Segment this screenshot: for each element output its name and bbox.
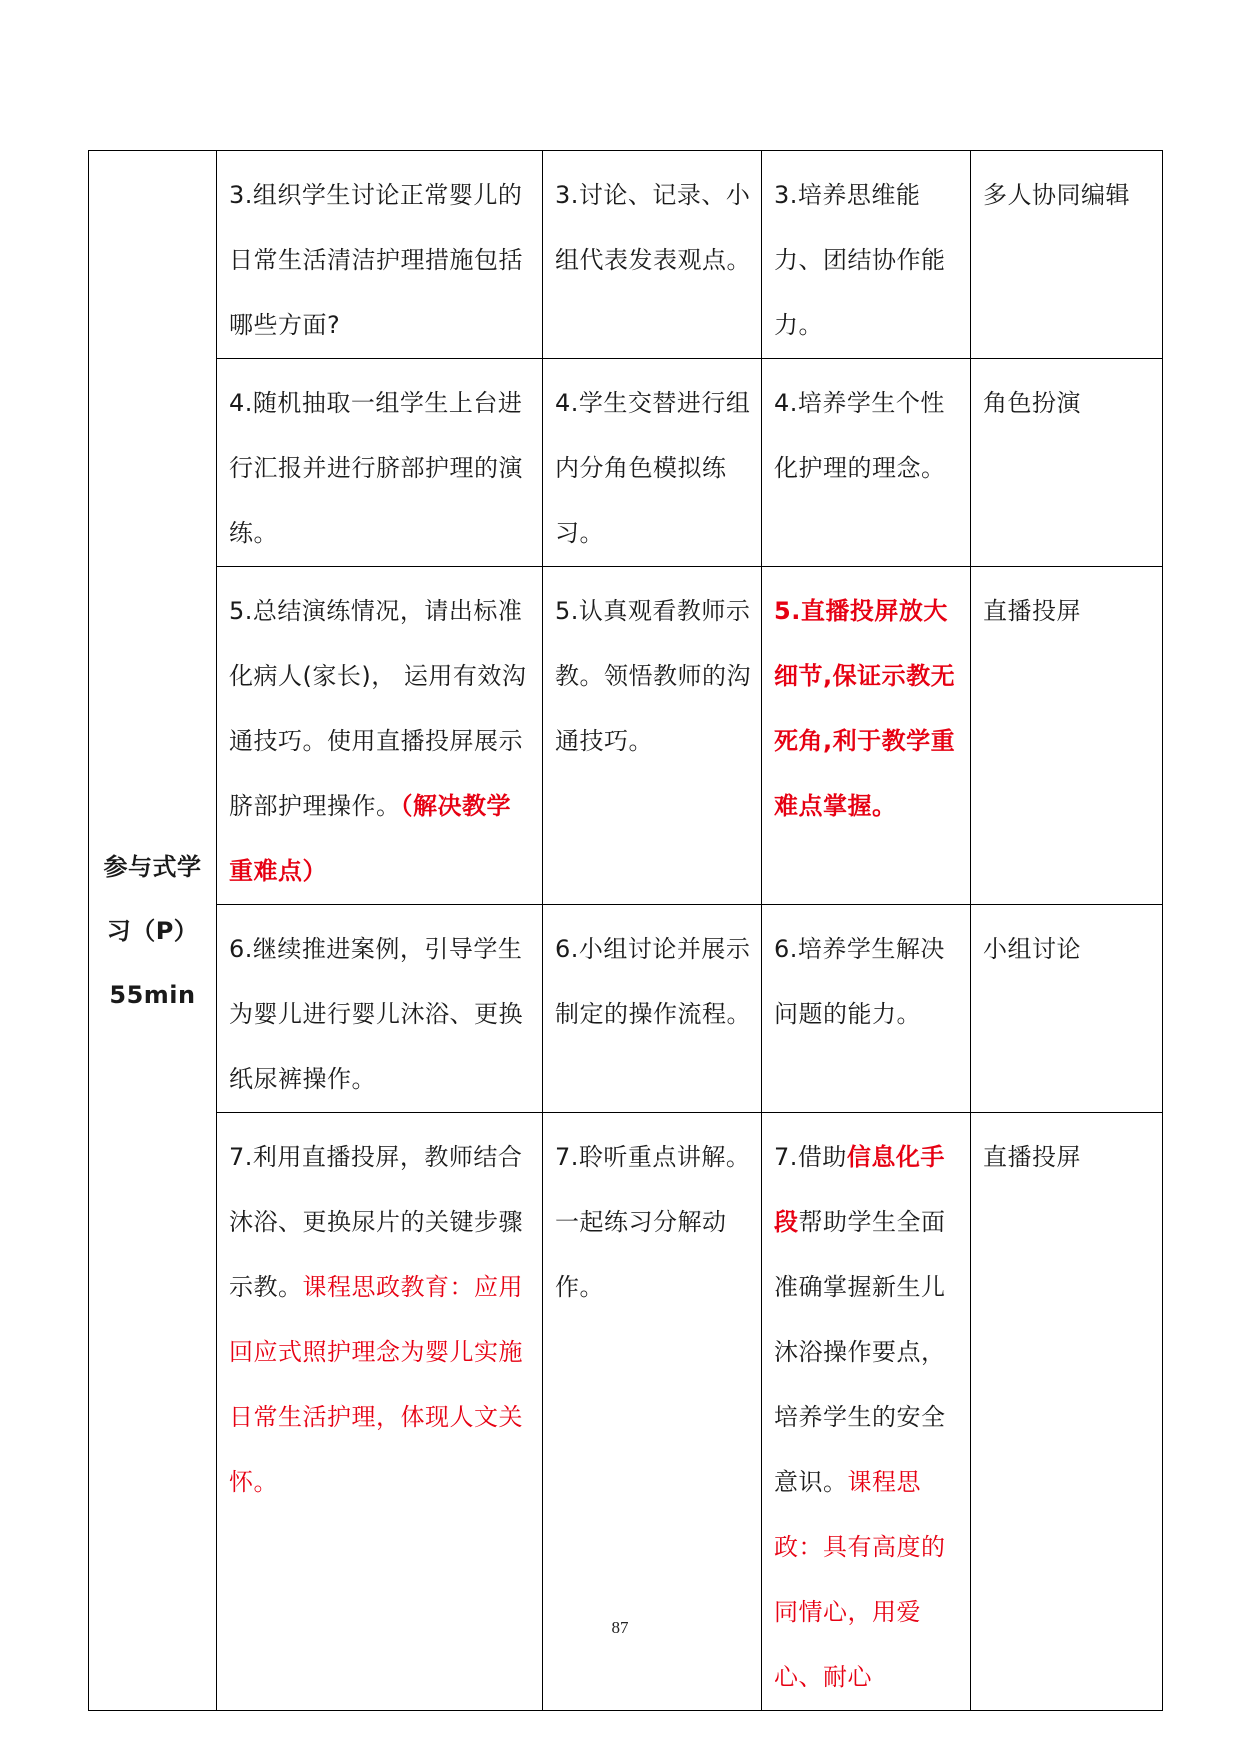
phase-duration: 55min [109,980,196,1009]
phase-title-line2: 习（P） [106,916,199,945]
content-cell [217,905,543,1113]
content-cell [217,151,543,359]
method-text: 角色扮演 [983,389,1081,417]
student-activity-text: 3.讨论、记录、小组代表发表观点。 [555,181,751,274]
design-intent-highlight: 5.直播投屏放大细节,保证示教无死角,利于教学重难点掌握。 [774,597,956,820]
student-activity-text: 7.聆听重点讲解。一起练习分解动作。 [555,1143,751,1301]
student-activity-text: 5.认真观看教师示教。领悟教师的沟通技巧。 [555,597,751,755]
design-intent-text: 帮助学生全面准确掌握新生儿沐浴操作要点，培养学生的安全意识。 [774,1208,946,1496]
content-text: 3.组织学生讨论正常婴儿的日常生活清洁护理措施包括哪些方面? [229,181,523,339]
design-intent-highlight: 信息化手段 [774,1143,945,1236]
design-intent-text: 6.培养学生解决问题的能力。 [774,935,945,1028]
design-intent-cell [762,567,971,905]
method-text: 多人协同编辑 [983,181,1130,209]
content-cell [217,567,543,905]
design-intent-prefix: 7.借助 [774,1143,847,1171]
design-intent-cell [762,359,971,567]
method-text: 小组讨论 [983,935,1081,963]
lesson-plan-table [88,150,1163,1711]
ideological-education-note: 课程思政：具有高度的同情心，用爱心、耐心 [774,1468,946,1691]
student-activity-cell [543,567,762,905]
student-activity-cell [543,151,762,359]
table-row [89,567,1163,905]
design-intent-cell [762,151,971,359]
method-text: 直播投屏 [983,1143,1081,1171]
student-activity-cell [543,359,762,567]
phase-title-line1: 参与式学 [103,852,202,881]
method-cell [971,905,1163,1113]
content-cell [217,359,543,567]
content-text: 6.继续推进案例，引导学生为婴儿进行婴儿沐浴、更换纸尿裤操作。 [229,935,523,1093]
design-intent-text: 3.培养思维能力、团结协作能力。 [774,181,946,339]
table-row [89,359,1163,567]
content-text: 4.随机抽取一组学生上台进行汇报并进行脐部护理的演练。 [229,389,523,547]
student-activity-cell [543,905,762,1113]
content-text: 7.利用直播投屏，教师结合沐浴、更换尿片的关键步骤示教。 [229,1143,523,1301]
design-intent-text: 4.培养学生个性化护理的理念。 [774,389,946,482]
table-row [89,151,1163,359]
page-number: 87 [611,1618,629,1637]
method-cell [971,151,1163,359]
content-text: 5.总结演练情况，请出标准化病人(家长)， 运用有效沟通技巧。使用直播投屏展示脐部护理操作。 [229,597,527,820]
method-text: 直播投屏 [983,597,1081,625]
ideological-education-note: 课程思政教育：应用回应式照护理念为婴儿实施日常生活护理，体现人文关怀。 [229,1273,523,1496]
student-activity-text: 6.小组讨论并展示制定的操作流程。 [555,935,751,1028]
student-activity-text: 4.学生交替进行组内分角色模拟练习。 [555,389,751,547]
method-cell [971,359,1163,567]
method-cell [971,567,1163,905]
phase-cell [89,151,217,1711]
design-intent-cell [762,905,971,1113]
table-row [89,905,1163,1113]
key-point-note: （解决教学重难点） [229,792,511,885]
